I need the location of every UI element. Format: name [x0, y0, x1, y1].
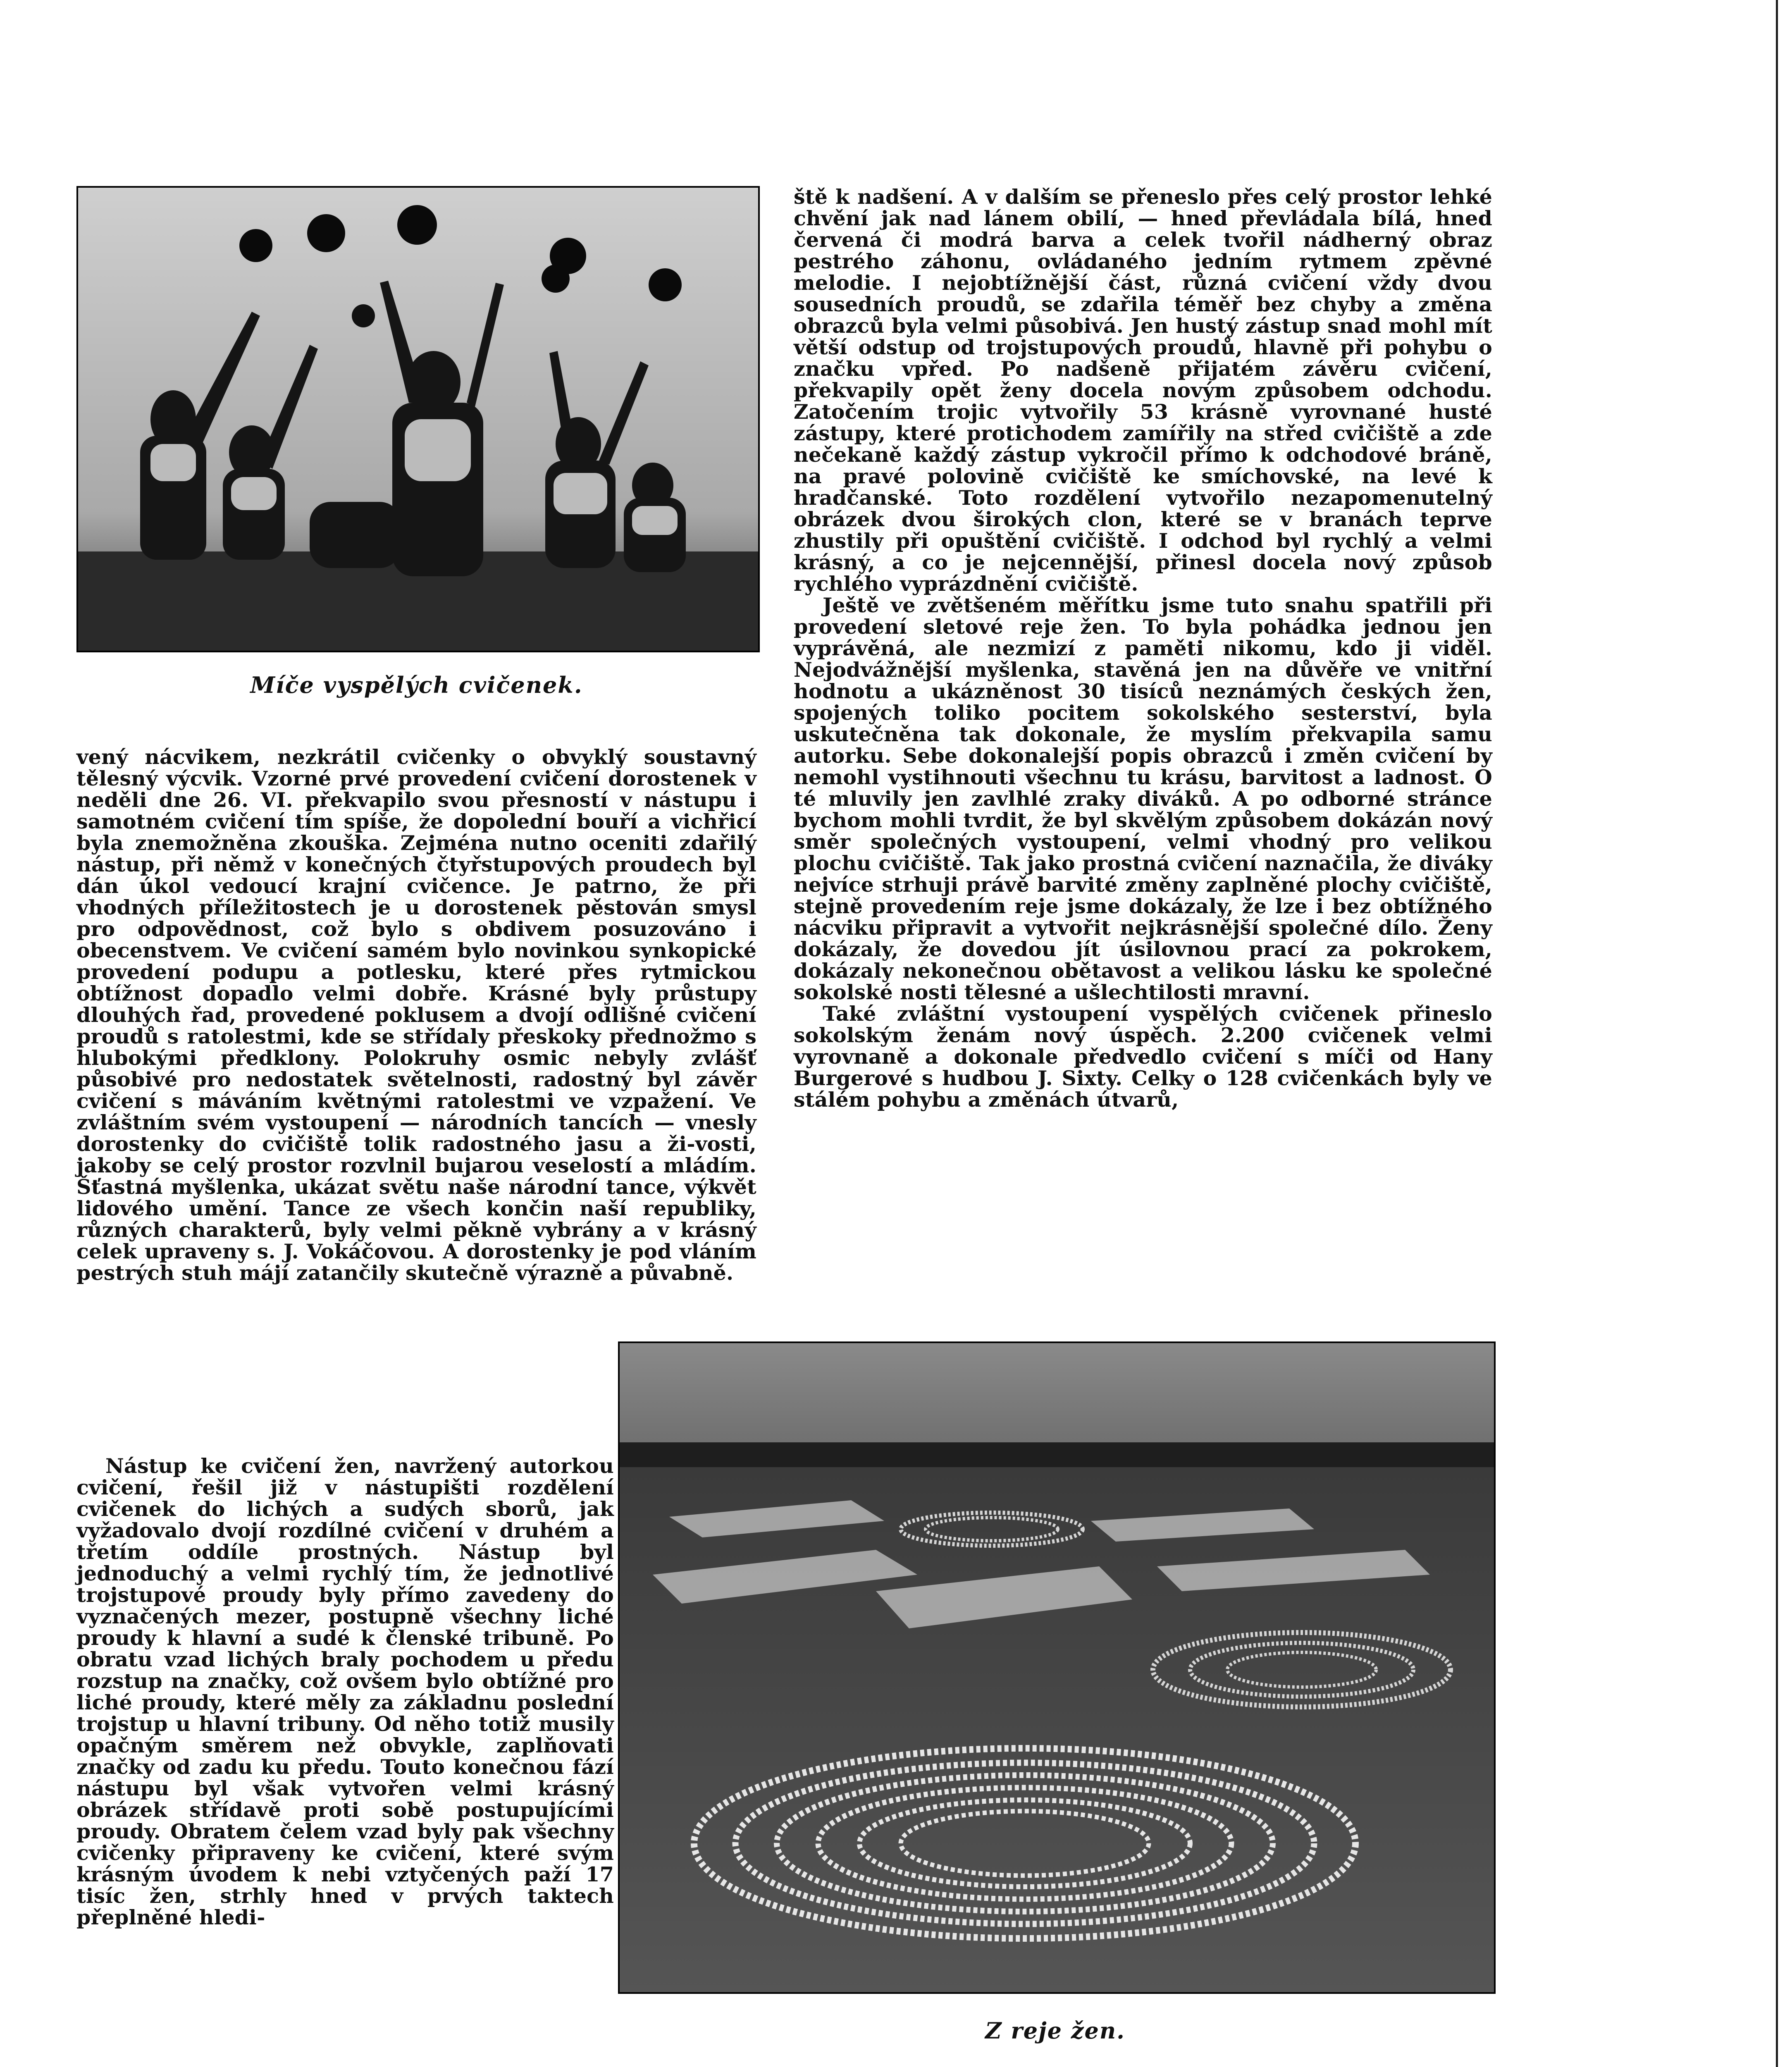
right-paragraph-2: Ještě ve zvětšeném měřítku jsme tuto snahu spatřili při provedení sletové reje žen. To byla pohádka jednou jen vyprávěná, ale nezmizí z paměti nikomu, kdo ji viděl. Nejodvážnější myšlenka, stavěná jen na důvěře ve vnitřní hodnotu a ukázněnost 30 tisíců neznámých českých žen, spojených toliko pocitem sokolského sesterství, byla uskutečněna tak dokonale, že myslím překvapila samu autorku. Sebe dokonalejší popis obrazců i změn cvičení by nemohl vystihnouti všechnu tu krásu, barvitost a ladnost. O té mluvily jen zavlhlé zraky diváků. A po odborné stránce bychom mohli tvrdit, že byl skvělým způsobem dokázán nový směr společných vystoupení, velmi vhodný pro velikou plochu cvičiště. Tak jako prostná cvičení naznačila, že diváky nejvíce strhuji právě barvité změny zaplněné plochy cvičiště, stejně provedením reje jsme dokázaly, že lze i bez obtížného nácviku připravit a vytvořit nejkrásnější společné dílo. Ženy dokázaly, že dovedou jít úsilovnou prací za pokrokem, dokázaly nekonečnou obětavost a velikou lásku ke společné sokolské nosti tělesné a ušlechtilosti mravní. [794, 593, 1492, 1004]
photo-rej-zen-image [620, 1343, 1494, 1992]
right-column [794, 186, 1492, 1110]
left-paragraph-2: Nástup ke cvičení žen, navržený autorkou cvičení, řešil již v nástupišti rozdělení cvičenek do lichých a sudých sborů, jak vyžadovalo dvojí rozdílné cvičení v druhém a třetím oddíle prostných. Nástup byl jednoduchý a velmi rychlý tím, že jednotlivé trojstupové proudy byly přímo zavedeny do vyznačených mezer, postupně všechny liché proudy k hlavní a sudé k členské tribuně. Po obratu vzad lichých braly pochodem u předu rozstup na značky, což ovšem bylo obtížné pro liché proudy, které měly za základnu poslední trojstup u hlavní tribuny. Od něho totiž musily opačným směrem než obvykle, zaplňovati značky od zadu ku předu. Touto konečnou fází nástupu byl však vytvořen velmi krásný obrázek střídavě proti sobě postupujícími proudy. Obratem čelem vzad byly pak všechny cvičenky připraveny ke cvičení, které svým krásným úvodem k nebi vztyčených paží 17 tisíc žen, strhly hned v prvých taktech přeplněné hledi- [76, 1454, 614, 1929]
left-column-upper [76, 746, 756, 1284]
left-paragraph-1: vený nácvikem, nezkrátil cvičenky o obvyklý soustavný tělesný výcvik. Vzorné prvé provedení cvičení dorostenek v neděli dne 26. VI. překvapilo svou přesností v nástupu i samotném cvičení tím spíše, že dopolední bouří a vichřicí byla znemožněna zkouška. Zejména nutno oceniti zdařilý nástup, při němž v konečných čtyřstupových proudech byl dán úkol vedoucí krajní cvičence. Je patrno, že při vhodných příležitostech je u dorostenek pěstován smysl pro odpovědnost, což bylo s obdivem posuzováno i obecenstvem. Ve cvičení samém bylo novinkou synkopické provedení podupu a potlesku, které přes rytmickou obtížnost dopadlo velmi dobře. Krásné byly průstupy dlouhých řad, provedené poklusem a dvojí odlišné cvičení proudů s ratolestmi, kde se střídaly přeskoky přednožmo s hlubokými předklony. Polokruhy osmic nebyly zvlášť působivé pro nedostatek světelnosti, radostný byl závěr cvičení s máváním květnými ratolestmi ve vzpažení. Ve zvláštním svém vystoupení — národních tancích — vnesly dorostenky do cvičiště tolik radostného jasu a ži-vosti, jakoby se celý prostor rozvlnil bujarou veselostí a mládím. Šťastná myšlenka, ukázat světu naše národní tance, výkvět lidového umění. Tance ze všech končin naší republiky, různých charakterů, byly velmi pěkně vybrány a v krásný celek upraveny s. J. Vokáčovou. A dorostenky je pod vláním pestrých stuh májí zatančily skutečně výrazně a půvabně. [76, 745, 756, 1285]
left-column-lower [76, 1455, 614, 1928]
photo-balls [76, 186, 760, 652]
page-edge-right [1776, 0, 1778, 2067]
right-paragraph-3: Také zvláštní vystoupení vyspělých cvičenek přineslo sokolským ženám nový úspěch. 2.200 cvičenek velmi vyrovnaně a dokonale předvedlo cvičení s míči od Hany Burgerové s hudbou J. Sixty. Celky o 128 cvičenkách byly ve stálém pohybu a změnách útvarů, [794, 1002, 1492, 1112]
photo-rej-zen [618, 1341, 1496, 1994]
caption-rej-zen: Z reje žen. [985, 2017, 1125, 2044]
right-paragraph-1: ště k nadšení. A v dalším se přeneslo přes celý prostor lehké chvění jak nad lánem obilí, — hned převládala bílá, hned červená či modrá barva a celek tvořil nádherný obraz pestrého záhonu, ovládaného jedním rytmem zpěvné melodie. I nejobtížnější část, různá cvičení vždy dvou sousedních proudů, se zdařila téměř bez chyby a změna obrazců byla velmi působivá. Jen hustý zástup snad mohl mít větší odstup od trojstupových proudů, hlavně při pohybu o značku vpřed. Po nadšeně přijatém závěru cvičení, překvapily opět ženy docela novým způsobem odchodu. Zatočením trojic vytvořily 53 krásně vyrovnané husté zástupy, které protichodem zamířily na střed cvičiště a zde nečekaně každý zástup vykročil přímo k odchodové bráně, na pravé polovině cvičiště ke smíchovské, na levé k hradčanské. Toto rozdělení vytvořilo nezapomenutelný obrázek dvou širokých clon, které se v branách teprve zhustily při opuštění cvičiště. I odchod byl rychlý a velmi krásný, a co je nejcennější, přinesl docela nový způsob rychlého vyprázdnění cvičiště. [794, 185, 1492, 596]
photo-balls-image [78, 188, 758, 651]
caption-balls: Míče vyspělých cvičenek. [250, 672, 583, 698]
